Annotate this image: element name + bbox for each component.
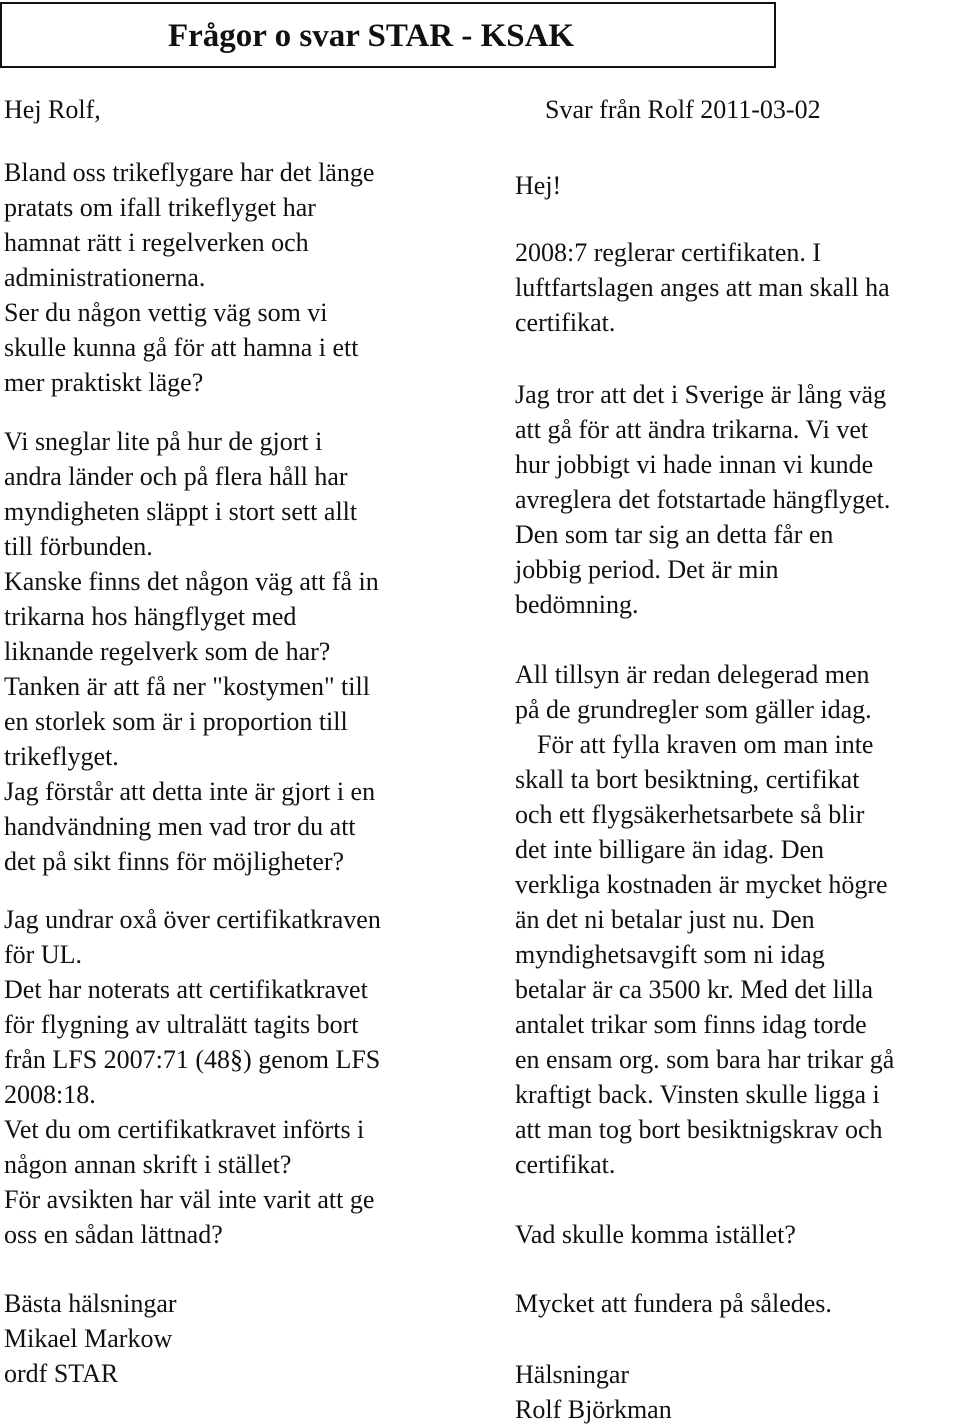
answer-line: avreglera det fotstartade hängflyget. [515, 485, 891, 514]
answer-line: All tillsyn är redan delegerad men [515, 660, 870, 689]
question-paragraph-2 [4, 424, 379, 879]
title-box [0, 2, 776, 68]
question-line: Det har noterats att certifikatkravet [4, 975, 368, 1004]
question-line: en storlek som är i proportion till [4, 707, 348, 736]
question-line: andra länder och på flera håll har [4, 462, 348, 491]
question-line: mer praktiskt läge? [4, 368, 204, 397]
signature-line: ordf STAR [4, 1359, 119, 1388]
question-line: myndigheten släppt i stort sett allt [4, 497, 358, 526]
answer-paragraph-3 [515, 657, 894, 1182]
question-line: för flygning av ultralätt tagits bort [4, 1010, 359, 1039]
question-line: för UL. [4, 940, 82, 969]
question-signature [4, 1286, 177, 1391]
question-line: från LFS 2007:71 (48§) genom LFS [4, 1045, 381, 1074]
answer-line: För att fylla kraven om man inte [537, 730, 874, 759]
answer-paragraph-1 [515, 235, 890, 340]
question-line: hamnat rätt i regelverken och [4, 228, 309, 257]
answer-salutation [515, 168, 561, 203]
answer-line: luftfartslagen anges att man skall ha [515, 273, 890, 302]
answer-paragraph-2 [515, 377, 890, 622]
answer-line: jobbig period. Det är min [515, 555, 779, 584]
answer-heading: Svar från Rolf 2011-03-02 [545, 95, 821, 124]
answer-line: Hej! [515, 171, 562, 200]
question-line: För avsikten har väl inte varit att ge [4, 1185, 375, 1214]
answer-line: myndighetsavgift som ni idag [515, 940, 825, 969]
question-line: någon annan skrift i stället? [4, 1150, 292, 1179]
answer-signature [515, 1357, 672, 1427]
answer-line: kraftigt back. Vinsten skulle ligga i [515, 1080, 880, 1109]
signature-line: Hälsningar [515, 1360, 630, 1389]
answer-line: antalet trikar som finns idag torde [515, 1010, 867, 1039]
signature-line: Rolf Björkman [515, 1395, 672, 1424]
question-line: pratats om ifall trikeflyget har [4, 193, 316, 222]
answer-line: och ett flygsäkerhetsarbete så blir [515, 800, 865, 829]
question-paragraph-3 [4, 902, 381, 1252]
answer-line: Vad skulle komma istället? [515, 1220, 796, 1249]
answer-paragraph-5 [515, 1286, 832, 1321]
question-line: trikeflyget. [4, 742, 119, 771]
question-line: det på sikt finns för möjligheter? [4, 847, 345, 876]
answer-line: Den som tar sig an detta får en [515, 520, 834, 549]
question-line: Vi sneglar lite på hur de gjort i [4, 427, 323, 456]
question-line: trikarna hos hängflyget med [4, 602, 297, 631]
answer-line: Mycket att fundera på således. [515, 1289, 832, 1318]
answer-line: verkliga kostnaden är mycket högre [515, 870, 888, 899]
answer-line: certifikat. [515, 1150, 616, 1179]
answer-line: på de grundregler som gäller idag. [515, 695, 872, 724]
signature-line: Bästa hälsningar [4, 1289, 177, 1318]
question-greeting: Hej Rolf, [4, 95, 101, 124]
answer-line: att gå för att ändra trikarna. Vi vet [515, 415, 869, 444]
question-line: Tanken är att få ner "kostymen" till [4, 672, 370, 701]
question-line: Vet du om certifikatkravet införts i [4, 1115, 365, 1144]
question-line: till förbunden. [4, 532, 153, 561]
question-line: Jag undrar oxå över certifikatkraven [4, 905, 381, 934]
question-line: Kanske finns det någon väg att få in [4, 567, 379, 596]
answer-line: hur jobbigt vi hade innan vi kunde [515, 450, 874, 479]
answer-line: än det ni betalar just nu. Den [515, 905, 815, 934]
answer-line: det inte billigare än idag. Den [515, 835, 825, 864]
question-line: 2008:18. [4, 1080, 96, 1109]
page-title: Frågor o svar STAR - KSAK [168, 18, 575, 54]
answer-paragraph-4 [515, 1217, 796, 1252]
answer-line: en ensam org. som bara har trikar gå [515, 1045, 895, 1074]
answer-line: 2008:7 reglerar certifikaten. I [515, 238, 822, 267]
question-line: Ser du någon vettig väg som vi [4, 298, 328, 327]
question-line: skulle kunna gå för att hamna i ett [4, 333, 359, 362]
question-line: Jag förstår att detta inte är gjort i en [4, 777, 376, 806]
question-line: oss en sådan lättnad? [4, 1220, 223, 1249]
signature-line: Mikael Markow [4, 1324, 173, 1353]
question-line: handvändning men vad tror du att [4, 812, 356, 841]
answer-line: skall ta bort besiktning, certifikat [515, 765, 860, 794]
answer-line: certifikat. [515, 308, 616, 337]
answer-line: Jag tror att det i Sverige är lång väg [515, 380, 887, 409]
question-line: Bland oss trikeflygare har det länge [4, 158, 375, 187]
answer-line: bedömning. [515, 590, 639, 619]
answer-line: att man tog bort besiktnigskrav och [515, 1115, 883, 1144]
question-paragraph-1 [4, 155, 374, 400]
answer-line: betalar är ca 3500 kr. Med det lilla [515, 975, 874, 1004]
question-line: administrationerna. [4, 263, 206, 292]
question-line: liknande regelverk som de har? [4, 637, 331, 666]
